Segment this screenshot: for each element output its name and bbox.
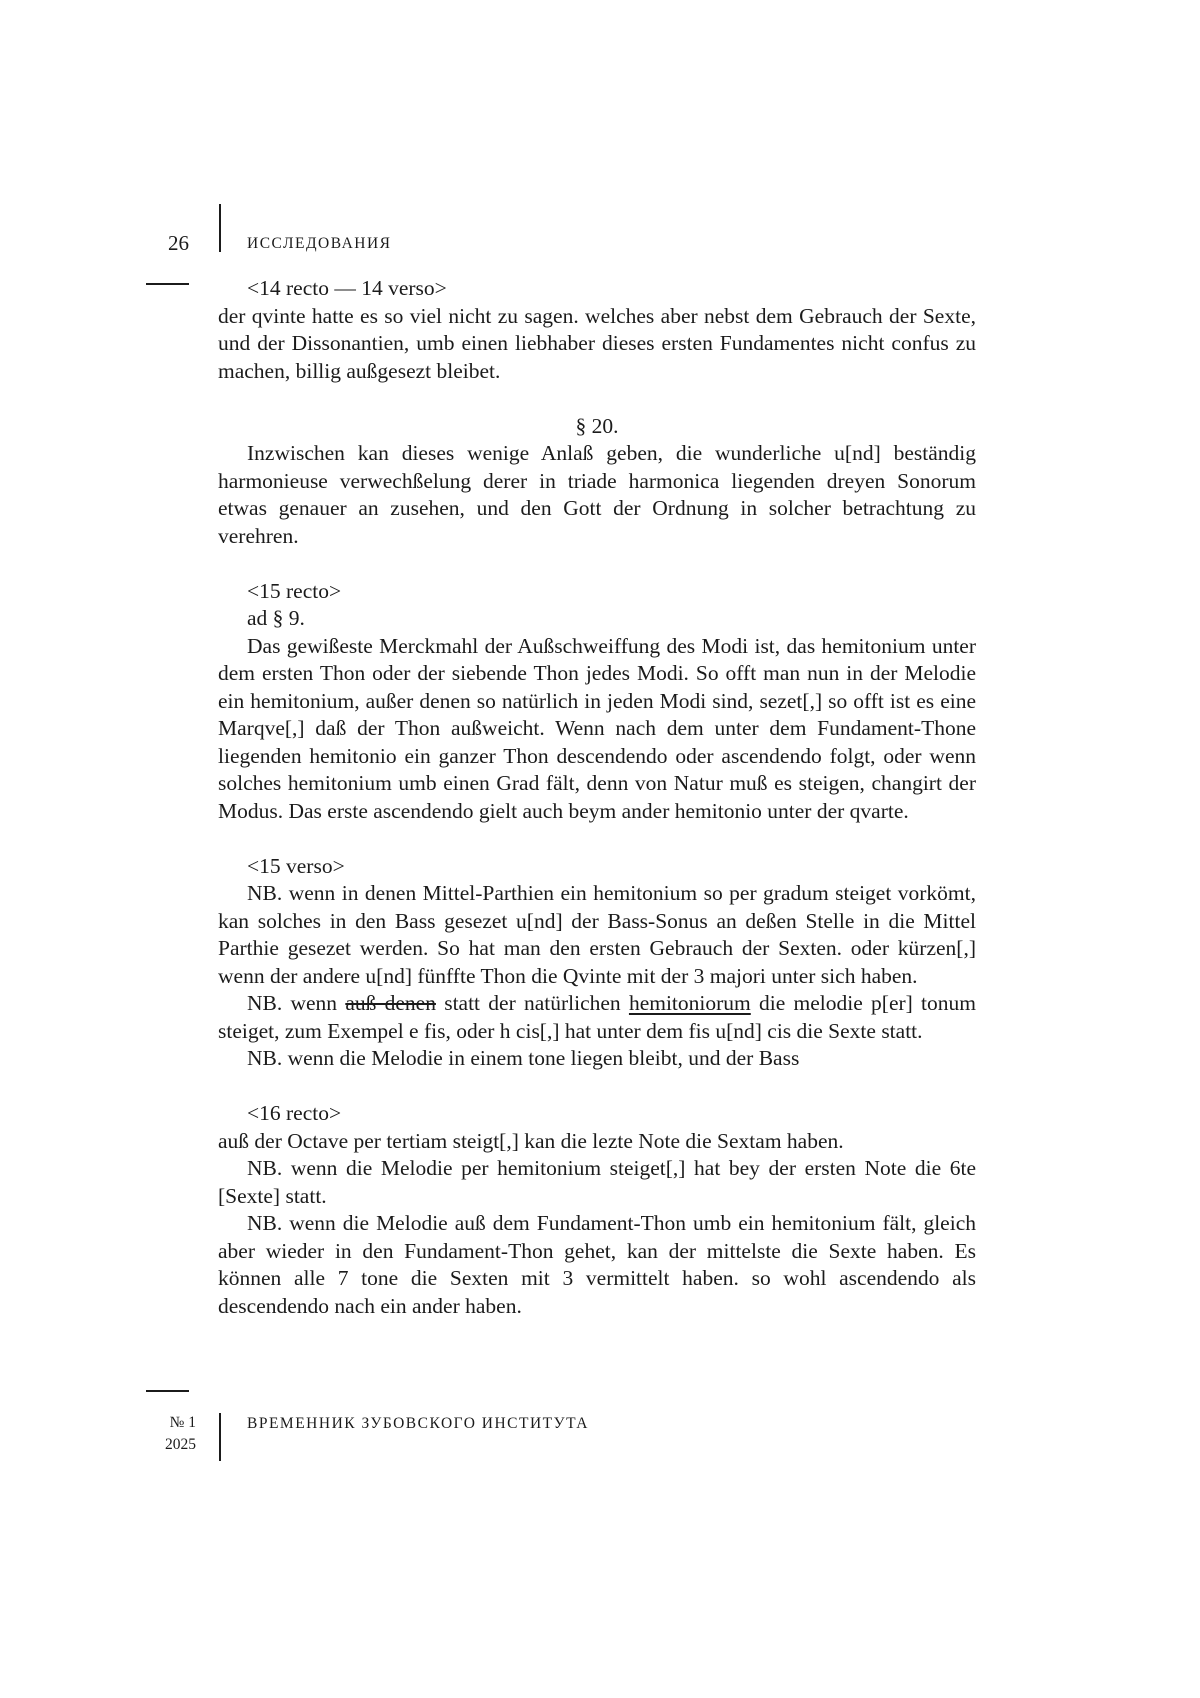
- struck-text: auß denen: [345, 991, 436, 1015]
- section-heading: § 20.: [575, 413, 619, 438]
- paragraph: NB. wenn die Melodie per hemitonium steiget[,] hat bey der ersten Note die 6te [Sexte] statt.: [218, 1156, 976, 1208]
- journal-title: ВРЕМЕННИК ЗУБОВСКОГО ИНСТИТУТА: [247, 1415, 589, 1432]
- paragraph: NB. wenn die Melodie auß dem Fundament-Thon umb ein hemitonium fält, gleich aber wieder in den Fundament-Thon gehet, kan der mittelste die Sexte haben. Es können alle 7 tone die Sexten mit 3 vermittelt haben. so wohl ascendendo als descendendo nach ein ander haben.: [218, 1211, 976, 1318]
- text-run: statt der natürlichen: [435, 991, 629, 1015]
- paragraph: Das gewißeste Merckmahl der Außschweiffung des Modi ist, das hemitonium unter dem ersten Thon oder der siebende Thon jedes Modi. So offt man nun in der Melodie ein hemitonium, außer denen so natürlich in jeden Modi sind, sezet[,] so offt ist es eine Marqve[,] daß der Thon außweicht. Wenn nach dem unter dem Fundament-Thone liegenden hemitonio ein ganzer Thon descendendo oder ascendendo folgt, oder wenn solches hemitonium umb einen Grad fält, denn von Natur muß es steigen, changirt der Modus. Das erste ascendendo gielt auch beym ander hemitonio unter der qvarte.: [218, 633, 976, 823]
- paragraph: auß der Octave per tertiam steigt[,] kan die lezte Note die Sextam haben.: [218, 1128, 844, 1153]
- paragraph: Inzwischen kan dieses wenige Anlaß geben, die wunderliche u[nd] beständig harmonieuse verwechßelung derer in triade harmonica liegenden dreyen Sonorum etwas genauer an zusehen, und den Gott der Ordnung in solcher betrachtung zu verehren.: [218, 441, 976, 548]
- paragraph: NB. wenn die Melodie in einem tone liegen bleibt, und der Bass: [247, 1046, 800, 1070]
- folio-marker: <14 recto — 14 verso>: [247, 276, 447, 300]
- footer-divider: [219, 1413, 221, 1461]
- issue-info: [146, 1412, 196, 1456]
- margin-rule-bottom: [146, 1390, 189, 1392]
- section-label: ИССЛЕДОВАНИЯ: [247, 235, 392, 252]
- folio-marker: <15 recto>: [247, 578, 342, 603]
- section-reference: ad § 9.: [247, 606, 305, 630]
- issue-number: № 1: [169, 1414, 196, 1431]
- page-number: 26: [168, 231, 189, 255]
- text-run: NB. wenn: [247, 991, 346, 1015]
- text-run: die melodie p[er] tonum steiget, zum Exempel e fis, oder h cis[,] hat unter dem fis u[nd] cis die Sexte statt.: [218, 991, 976, 1043]
- main-text: [218, 275, 976, 1320]
- header-divider: [219, 204, 221, 252]
- underlined-text: hemitoniorum: [628, 991, 751, 1015]
- paragraph: [218, 990, 976, 1045]
- margin-rule-top: [146, 283, 189, 285]
- issue-year: 2025: [165, 1436, 196, 1453]
- folio-marker: <16 recto>: [247, 1101, 342, 1125]
- paragraph: der qvinte hatte es so viel nicht zu sagen. welches aber nebst dem Gebrauch der Sexte, und der Dissonantien, umb einen liebhaber dieses ersten Fundamentes nicht confus zu machen, billig außgesezt bleibet.: [218, 303, 976, 383]
- paragraph: NB. wenn in denen Mittel-Parthien ein hemitonium so per gradum steiget vorkömt, kan solches in den Bass gesezet u[nd] der Bass-Sonus an deßen Stelle in die Mittel Parthie gesezet werden. So hat man den ersten Gebrauch der Sexten. oder kürzen[,] wenn der andere u[nd] fünffte Thon die Qvinte mit der 3 majori unter sich haben.: [218, 881, 976, 988]
- folio-marker: <15 verso>: [247, 853, 345, 878]
